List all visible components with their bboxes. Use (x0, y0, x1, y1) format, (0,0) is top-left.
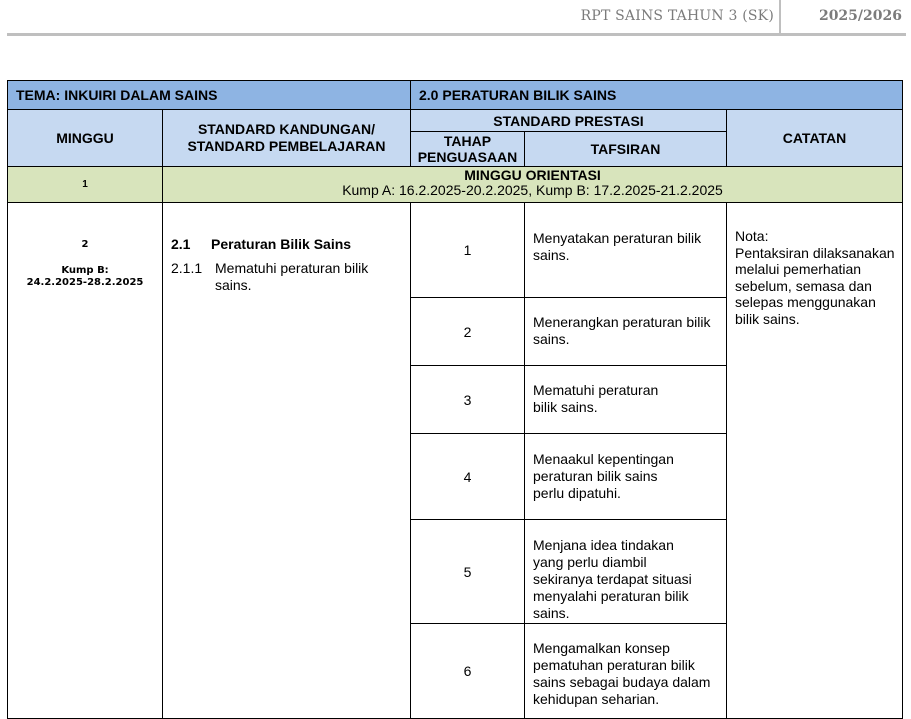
tafsiran-text: Menaakul kepentingan peraturan bilik sains perlu dipatuhi. (525, 434, 727, 520)
week-minggu-cell (8, 203, 163, 719)
learning-standard-text: Mematuhi peraturan bilik sains. (215, 260, 369, 293)
catatan-text: Pentaksiran dilaksanakan melalui pemerhatian sebelum, semasa dan selepas menggunakan bilik sains. (735, 244, 895, 327)
standard-title (171, 236, 410, 252)
orientasi-cell (163, 167, 903, 203)
rpt-table (7, 80, 903, 719)
kump-label: Kump B: (61, 265, 109, 276)
tp-level: 1 (411, 203, 525, 298)
tp-level: 5 (411, 520, 525, 624)
week-number: 2 (81, 239, 89, 250)
school-year: 2025/2026 (818, 8, 902, 24)
standard-kandungan-header (163, 110, 411, 167)
tp-level: 3 (411, 366, 525, 434)
tafsiran-text: Menyatakan peraturan bilik sains. (525, 203, 727, 298)
standard-prestasi-header: STANDARD PRESTASI (411, 110, 727, 132)
tahap-penguasaan-header (411, 132, 525, 167)
tp-level: 2 (411, 298, 525, 366)
tema-cell: TEMA: INKUIRI DALAM SAINS (8, 81, 411, 110)
standard-number: 2.1 (171, 236, 191, 252)
header-rule (7, 33, 906, 36)
orientasi-dates: Kump A: 16.2.2025-20.2.2025, Kump B: 17.2.2025-21.2.2025 (342, 182, 723, 198)
tahap-line1: TAHAP (443, 133, 492, 149)
minggu-header: MINGGU (8, 110, 163, 167)
catatan-header: CATATAN (727, 110, 903, 167)
standard-kandungan-line1: STANDARD KANDUNGAN/ (197, 121, 376, 137)
learning-standard (171, 260, 410, 294)
tp-level: 4 (411, 434, 525, 520)
orientasi-label: MINGGU ORIENTASI (464, 167, 601, 183)
tafsiran-header: TAFSIRAN (525, 132, 727, 167)
tafsiran-text: Menjana idea tindakan yang perlu diambil sekiranya terdapat situasi menyalahi peraturan bilik sains. (525, 520, 727, 624)
tahap-line2: PENGUASAAN (417, 149, 518, 165)
document-title: RPT SAINS TAHUN 3 (SK) (580, 8, 774, 24)
catatan-title: Nota: (735, 228, 769, 244)
unit-cell: 2.0 PERATURAN BILIK SAINS (411, 81, 903, 110)
header-separator (779, 0, 781, 34)
orientasi-minggu: 1 (8, 167, 163, 203)
tafsiran-text: Mengamalkan konsep pematuhan peraturan bilik sains sebagai budaya dalam kehidupan seharian. (525, 624, 727, 719)
learning-standard-number: 2.1.1 (171, 260, 203, 276)
standard-content-cell (163, 203, 411, 719)
kump-dates: 24.2.2025-28.2.2025 (26, 277, 144, 288)
tafsiran-text: Menerangkan peraturan bilik sains. (525, 298, 727, 366)
standard-title-text: Peraturan Bilik Sains (211, 236, 352, 252)
standard-kandungan-line2: STANDARD PEMBELAJARAN (187, 138, 386, 154)
tafsiran-text: Mematuhi peraturan bilik sains. (525, 366, 727, 434)
tp-level: 6 (411, 624, 525, 719)
catatan-cell (727, 203, 903, 719)
